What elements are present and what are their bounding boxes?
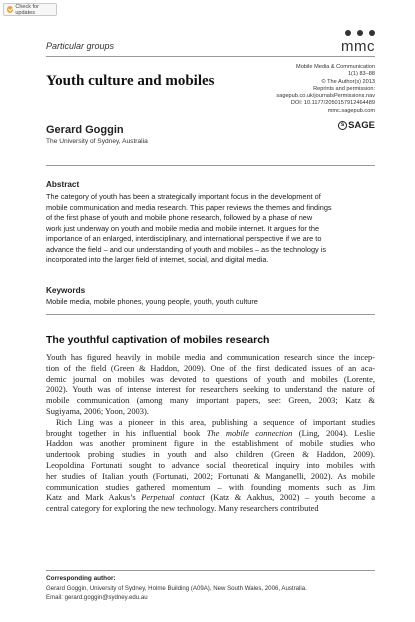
corresponding-author-email[interactable]: Email: gerard.goggin@sydney.edu.au — [46, 593, 148, 601]
abstract-body — [46, 192, 375, 266]
paragraph-line: 2002). Youth was of intense interest for researchers seeking to understand the nature of — [46, 384, 375, 395]
paragraph-line: central category for exploring the new technology. Many researchers contributed — [46, 503, 319, 514]
abstract-line: advance the field – and our understanding of youth and mobiles – as the technology is — [46, 244, 327, 254]
paragraph-line: communication studies gathered momentum – with founding moments such as Jim — [46, 481, 375, 492]
paragraph-line: her studies of Italian youth (Fortunati, 2002; Fortunati & Manganelli, 2002). As mobile — [46, 470, 375, 481]
abstract-line: mobile communication and media research. This paper reviews the themes and findings — [46, 202, 332, 212]
cited-title: The mobile connection — [206, 427, 293, 438]
meta-line: © The Author(s) 2013 — [321, 78, 375, 85]
abstract-line: The category of youth has been a strategically important focus in the development of — [46, 192, 321, 201]
paragraph — [46, 417, 375, 514]
corresponding-author-details — [46, 585, 307, 603]
footnote-divider — [46, 570, 375, 571]
check-for-updates-label: Check for updates — [15, 3, 39, 16]
paragraph-line: Rich Ling was a pioneer in this area, publishing a sequence of important studies — [56, 416, 375, 427]
cited-title: Perpetual contact — [141, 492, 205, 503]
abstract-line: of the first phase of youth and mobile phone research, followed by a phase of new — [46, 213, 313, 223]
abstract-line: incorporated into the larger field of internet, social, and digital media. — [46, 255, 269, 265]
keywords-heading: Keywords — [46, 286, 86, 295]
paragraph-line: Sugiyama, 2006; Yoon, 2003). — [46, 405, 149, 416]
journal-logo: mmc — [341, 38, 375, 55]
keywords-list: Mobile media, mobile phones, young people, youth, youth culture — [46, 297, 258, 306]
check-icon — [7, 6, 13, 13]
paragraph-line: Leopoldina Fortunati sought to advance social theoretical inquiry into mobiles with — [46, 459, 375, 470]
meta-line: DOI: 10.1177/2050157912464489 — [290, 100, 375, 107]
paragraph-line: mobile communication (among many important papers, see: Green, 2003; Katz & — [46, 395, 375, 406]
paragraph-line: Youth has figured heavily in mobile media and communication research since the incep- — [46, 352, 375, 362]
header-divider — [46, 56, 375, 57]
journal-meta — [276, 64, 375, 115]
meta-line: 1(1) 83–88 — [347, 71, 375, 78]
abstract-divider — [46, 165, 375, 166]
corresponding-author-heading: Corresponding author: — [46, 575, 116, 582]
section-heading: The youthful captivation of mobiles research — [46, 334, 270, 346]
paragraph-line: tion of the field (Green & Haddon, 2009). One of the first dedicated issues of an aca- — [46, 362, 375, 373]
paragraph-line: Haddon was another prominent figure in the establishment of mobile studies who — [46, 438, 375, 449]
publisher-name: SAGE — [348, 120, 375, 131]
paragraph-line: undertook probing studies in youth and also children (Green & Haddon, 2009). — [46, 449, 375, 460]
keywords-divider — [46, 314, 375, 315]
check-for-updates-button[interactable] — [3, 3, 57, 16]
publisher-logo — [338, 120, 375, 131]
section-label: Particular groups — [46, 41, 115, 51]
meta-line: Mobile Media & Communication — [296, 64, 375, 70]
meta-line: sagepub.co.uk/journalsPermissions.nav — [276, 93, 375, 100]
author-affiliation: The University of Sydney, Australia — [46, 138, 148, 145]
corresponding-author-address: Gerard Goggin, University of Sydney, Holme Building (A09A), New South Wales, 2006, Australia. — [46, 585, 307, 592]
article-title: Youth culture and mobiles — [46, 73, 215, 89]
paragraph-line: brought together in his influential book The mobile connection (Ling, 2004). Leslie — [46, 427, 375, 438]
paragraph-line: demic journal on mobiles was devoted to questions of youth and mobiles (Lorente, — [46, 373, 375, 384]
journal-dots-icon — [345, 30, 375, 36]
abstract-line: work just underway on youth and mobile media and mobile internet. It argues for the — [46, 223, 320, 233]
abstract-heading: Abstract — [46, 180, 80, 189]
paragraph-line: Katz and Mark Aakus’s Perpetual contact (Katz & Aakhus, 2002) – youth become a — [46, 492, 375, 503]
meta-line: Reprints and permission: — [313, 85, 375, 92]
sage-icon: s — [338, 121, 347, 130]
paragraph — [46, 352, 375, 417]
body-text — [46, 352, 375, 514]
meta-line[interactable]: mmc.sagepub.com — [327, 107, 375, 114]
author-name: Gerard Goggin — [46, 124, 124, 136]
abstract-line: importance of an enlarged, interdisciplinary, and international perspective if we are to — [46, 234, 322, 244]
